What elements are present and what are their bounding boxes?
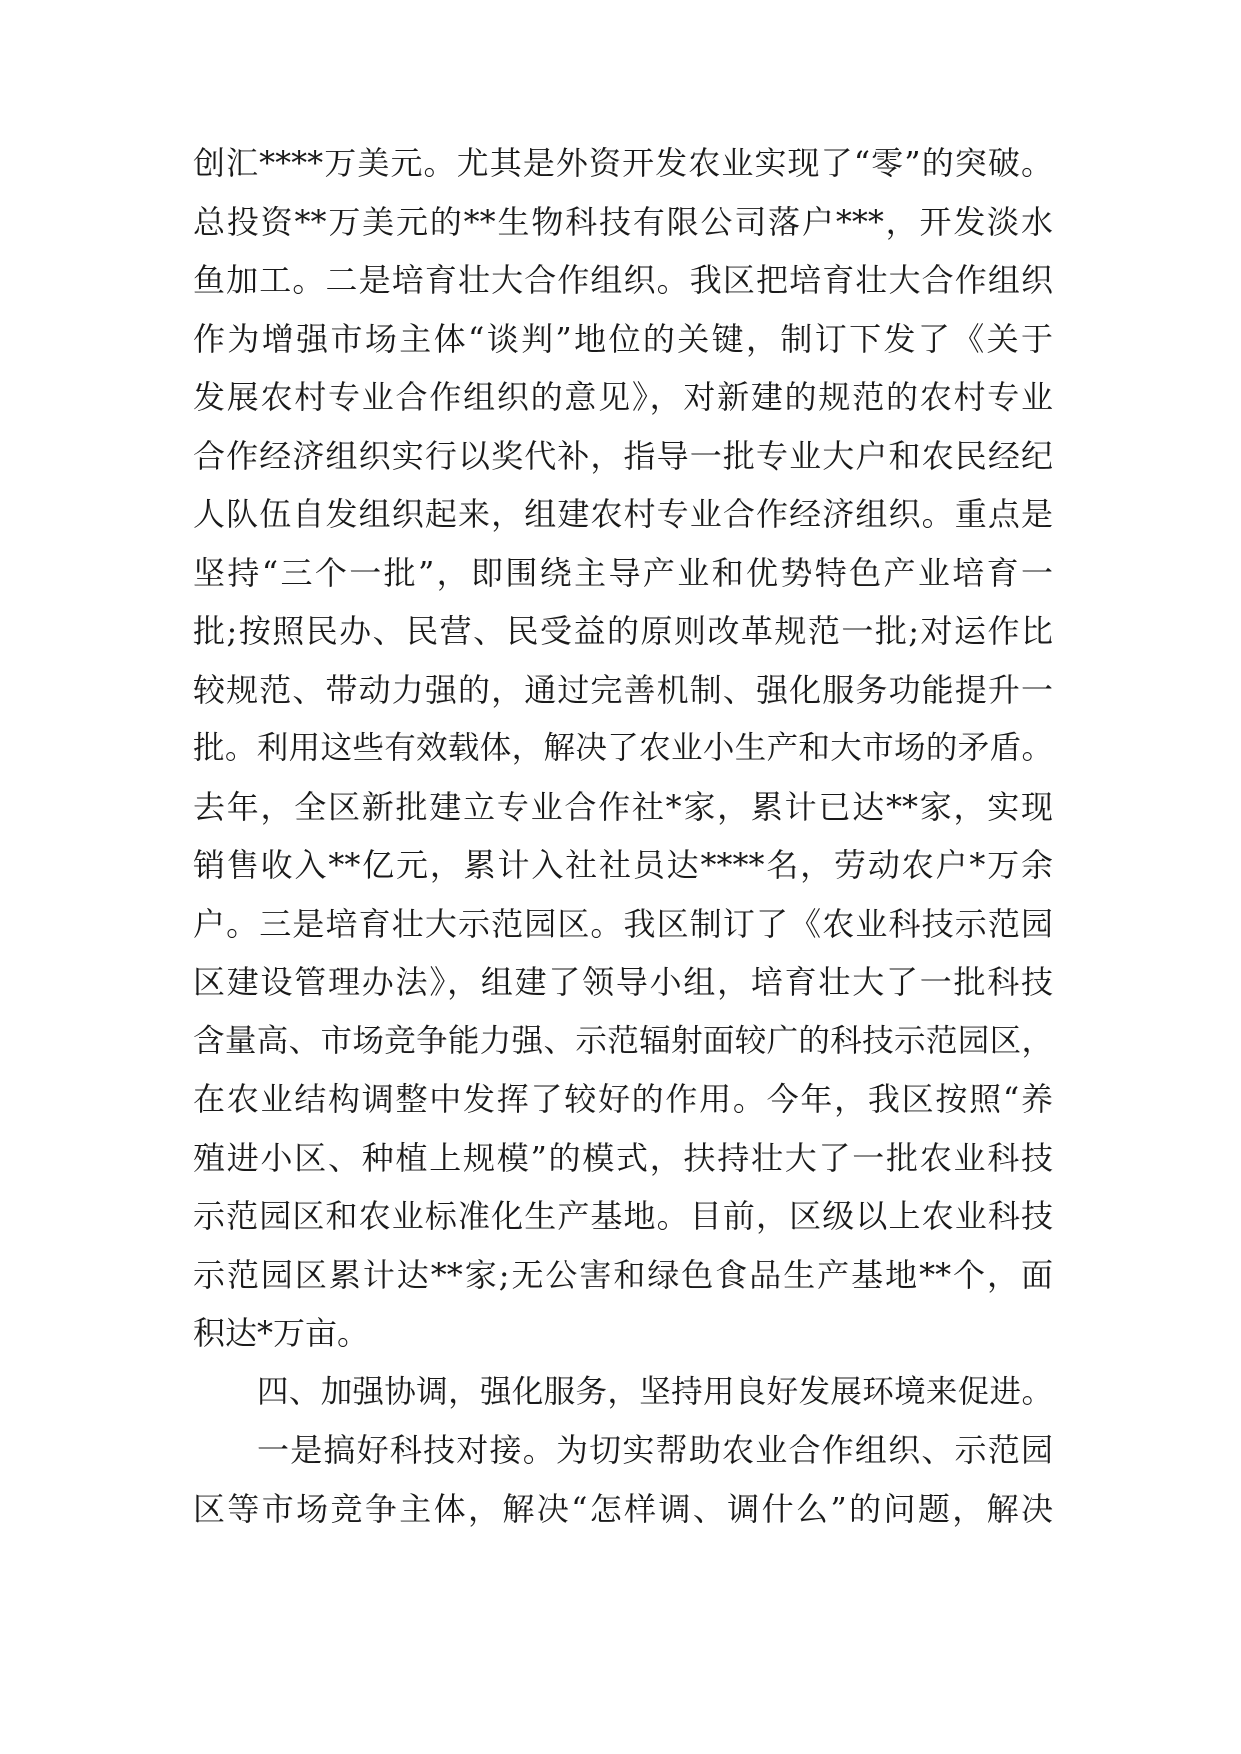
text-line: 区等市场竞争主体，解决“怎样调、调什么”的问题，解决 xyxy=(193,1489,1053,1528)
text-line: 批;按照民办、民营、民受益的原则改革规范一批;对运作比 xyxy=(193,612,1053,650)
text-line: 积达*万亩。 xyxy=(193,1314,370,1352)
text-line: 坚持“三个一批”，即围绕主导产业和优势特色产业培育一 xyxy=(193,553,1053,592)
text-line: 批。利用这些有效载体，解决了农业小生产和大市场的矛盾。 xyxy=(193,730,1053,766)
text-line: 去年，全区新批建立专业合作社*家，累计已达**家，实现 xyxy=(193,787,1053,826)
text-line: 示范园区累计达**家;无公害和绿色食品生产基地**个，面 xyxy=(193,1255,1053,1294)
body-text xyxy=(193,134,1053,1538)
text-line: 合作经济组织实行以奖代补，指导一批专业大户和农民经纪 xyxy=(193,436,1053,475)
text-line: 作为增强市场主体“谈判”地位的关键，制订下发了《关于 xyxy=(193,319,1053,358)
text-line: 鱼加工。二是培育壮大合作组织。我区把培育壮大合作组织 xyxy=(193,261,1053,299)
text-line: 较规范、带动力强的，通过完善机制、强化服务功能提升一 xyxy=(193,670,1053,709)
text-line: 发展农村专业合作组织的意见》，对新建的规范的农村专业 xyxy=(193,378,1053,416)
text-line: 户。三是培育壮大示范园区。我区制订了《农业科技示范园 xyxy=(193,904,1053,943)
text-line: 殖进小区、种植上规模”的模式，扶持壮大了一批农业科技 xyxy=(193,1138,1053,1177)
text-line: 在农业结构调整中发挥了较好的作用。今年，我区按照“养 xyxy=(193,1080,1053,1118)
text-line: 一是搞好科技对接。为切实帮助农业合作组织、示范园 xyxy=(257,1431,1053,1469)
text-line: 销售收入**亿元，累计入社社员达****名，劳动农户*万余 xyxy=(193,846,1053,884)
section-heading: 四、加强协调，强化服务，坚持用良好发展环境来促进。 xyxy=(257,1373,1053,1410)
text-line: 示范园区和农业标准化生产基地。目前，区级以上农业科技 xyxy=(193,1197,1053,1235)
text-line: 含量高、市场竞争能力强、示范辐射面较广的科技示范园区， xyxy=(193,1022,1053,1059)
text-line: 总投资**万美元的**生物科技有限公司落户***，开发淡水 xyxy=(193,202,1053,241)
text-line: 人队伍自发组织起来，组建农村专业合作经济组织。重点是 xyxy=(193,495,1053,533)
text-line: 创汇****万美元。尤其是外资开发农业实现了“零”的突破。 xyxy=(193,144,1053,182)
text-line: 区建设管理办法》，组建了领导小组，培育壮大了一批科技 xyxy=(193,963,1053,1001)
